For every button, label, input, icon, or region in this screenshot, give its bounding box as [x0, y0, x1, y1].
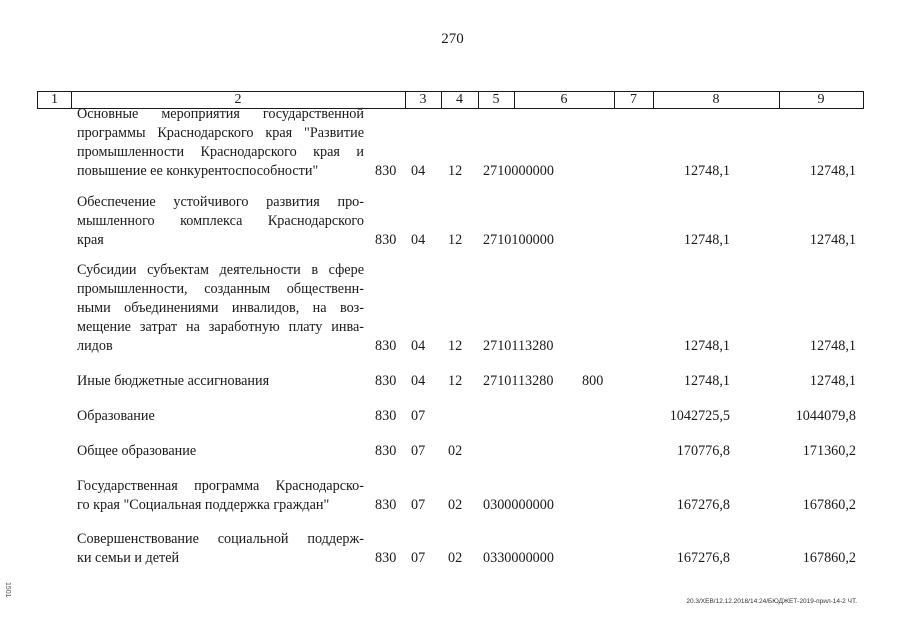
- row-section-code: 04: [411, 163, 426, 179]
- row-amount-col8: 12748,1: [683, 232, 730, 248]
- side-margin-mark: 1501: [4, 582, 11, 598]
- row-name-line: Совершенствование социальной поддерж-: [77, 531, 364, 547]
- row-name: [77, 442, 364, 461]
- header-col-7: 7: [630, 92, 637, 107]
- row-section-code: 04: [411, 373, 426, 389]
- row-name-line: повышение ее конкурентоспособности": [77, 163, 319, 179]
- row-subsection-code: 02: [448, 497, 463, 513]
- header-col-6: 6: [560, 92, 568, 107]
- row-name: [77, 105, 364, 181]
- header-col-3: 3: [419, 92, 427, 107]
- row-amount-col8: 12748,1: [683, 338, 730, 354]
- row-ved-code: 830: [375, 550, 397, 566]
- row-subsection-code: 12: [448, 338, 463, 354]
- row-name-line: ными объединениями инвалидов, на воз-: [77, 300, 364, 316]
- row-target-code: 0300000000: [483, 497, 554, 513]
- row-subsection-code: 12: [448, 232, 463, 248]
- row-section-code: 07: [411, 550, 426, 566]
- row-amount-col9: 12748,1: [809, 232, 856, 248]
- row-target-code: 2710113280: [483, 338, 554, 354]
- row-ved-code: 830: [375, 408, 397, 424]
- row-name-line: Общее образование: [77, 443, 197, 459]
- row-amount-col9: 12748,1: [809, 338, 856, 354]
- row-ved-code: 830: [375, 497, 397, 513]
- row-target-code: 0330000000: [483, 550, 554, 566]
- table-row: [0, 370, 905, 391]
- row-name-line: промышленности Краснодарского края и: [77, 144, 364, 160]
- page-number: 270: [441, 31, 464, 47]
- row-subsection-code: 02: [448, 550, 463, 566]
- row-name: [77, 530, 364, 568]
- table-row: [0, 260, 905, 356]
- row-name-line: Образование: [77, 408, 155, 424]
- row-name-line: Основные мероприятия государственной: [77, 106, 364, 122]
- row-section-code: 07: [411, 443, 426, 459]
- row-amount-col8: 12748,1: [683, 373, 730, 389]
- table-row: [0, 190, 905, 250]
- row-ved-code: 830: [375, 232, 397, 248]
- row-name-line: программы Краснодарского края "Развитие: [77, 125, 364, 141]
- document-footer-code: 20.3/ХЕВ/12.12.2018/14:24/БЮДЖЕТ-2019-прил-14-2 ЧТ.: [686, 598, 857, 605]
- row-name-line: края: [77, 232, 104, 248]
- row-section-code: 04: [411, 232, 426, 248]
- row-name-line: Субсидии субъектам деятельности в сфере: [77, 262, 364, 278]
- row-amount-col9: 171360,2: [802, 443, 856, 459]
- row-subsection-code: 12: [448, 163, 463, 179]
- row-name-line: ки семьи и детей: [77, 550, 180, 566]
- header-col-5: 5: [492, 92, 500, 107]
- row-subsection-code: 12: [448, 373, 463, 389]
- row-target-code: 2710000000: [483, 163, 554, 179]
- row-amount-col8: 1042725,5: [669, 408, 730, 424]
- row-expense-type: 800: [582, 373, 604, 389]
- row-name: [77, 261, 364, 356]
- row-name-line: лидов: [77, 338, 113, 354]
- row-ved-code: 830: [375, 373, 397, 389]
- table-row: [0, 405, 905, 426]
- row-amount-col8: 167276,8: [676, 497, 730, 513]
- row-name: [77, 407, 364, 426]
- row-name: [77, 193, 364, 250]
- row-section-code: 07: [411, 497, 426, 513]
- row-amount-col9: 12748,1: [809, 373, 856, 389]
- row-name-line: Обеспечение устойчивого развития про-: [77, 194, 364, 210]
- row-name-line: го края "Социальная поддержка граждан": [77, 497, 330, 513]
- row-ved-code: 830: [375, 338, 397, 354]
- row-ved-code: 830: [375, 163, 397, 179]
- row-section-code: 04: [411, 338, 426, 354]
- header-col-8: 8: [712, 92, 720, 107]
- row-amount-col9: 167860,2: [802, 550, 856, 566]
- row-name-line: Государственная программа Краснодарско-: [77, 478, 364, 494]
- header-col-2: 2: [234, 92, 242, 107]
- row-name: [77, 372, 364, 391]
- table-row: [0, 106, 905, 181]
- row-name: [77, 477, 364, 515]
- row-name-line: Иные бюджетные ассигнования: [77, 373, 270, 389]
- row-name-line: промышленности, созданным общественн-: [77, 281, 364, 297]
- table-row: [0, 475, 905, 515]
- header-col-4: 4: [456, 92, 463, 107]
- header-col-9: 9: [817, 92, 825, 107]
- table-row: [0, 528, 905, 568]
- row-name-line: мещение затрат на заработную плату инва-: [77, 319, 364, 335]
- row-amount-col9: 12748,1: [809, 163, 856, 179]
- row-section-code: 07: [411, 408, 426, 424]
- row-amount-col8: 170776,8: [676, 443, 730, 459]
- row-target-code: 2710100000: [483, 232, 554, 248]
- table-row: [0, 440, 905, 461]
- row-ved-code: 830: [375, 443, 397, 459]
- row-amount-col8: 167276,8: [676, 550, 730, 566]
- row-amount-col8: 12748,1: [683, 163, 730, 179]
- row-amount-col9: 167860,2: [802, 497, 856, 513]
- header-col-1: 1: [51, 92, 58, 107]
- row-name-line: мышленного комплекса Краснодарского: [77, 213, 364, 229]
- row-subsection-code: 02: [448, 443, 463, 459]
- row-amount-col9: 1044079,8: [795, 408, 856, 424]
- row-target-code: 2710113280: [483, 373, 554, 389]
